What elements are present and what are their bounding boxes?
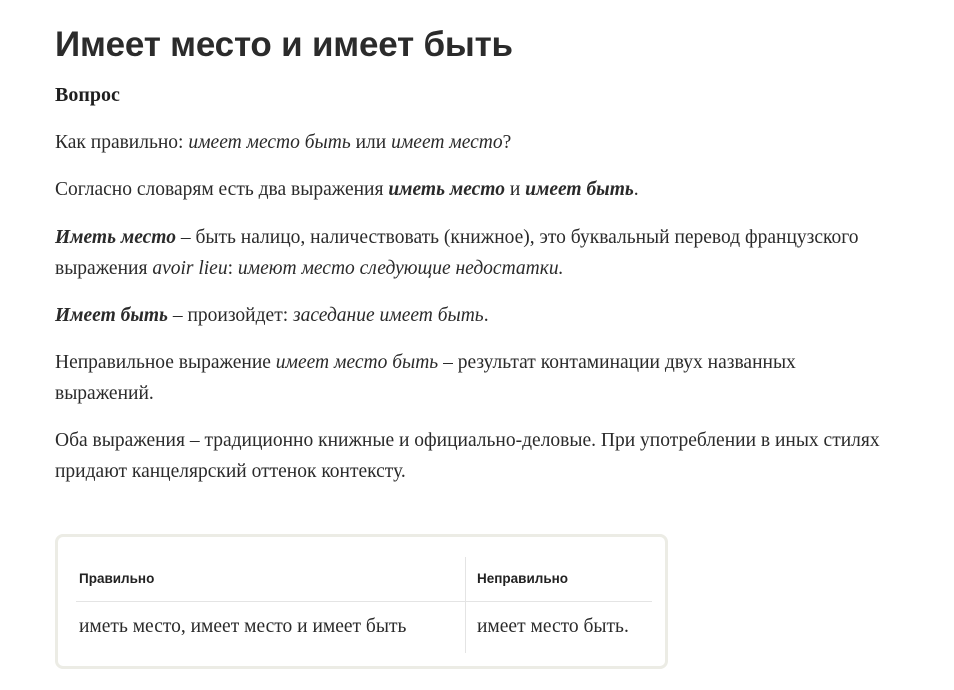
page-title: Имеет место и имеет быть [55, 25, 513, 64]
section-label: Вопрос [55, 84, 120, 106]
text: : [227, 258, 238, 279]
italic-phrase: имеют место следующие недостатки. [237, 258, 564, 279]
text: – быть налицо, наличествовать (книжное), это буквальный перевод французского выражения [55, 227, 859, 279]
text: или [350, 132, 392, 153]
paragraph-incorrect [55, 347, 895, 409]
text: Неправильное выражение [55, 352, 276, 373]
bold-phrase: иметь место [388, 179, 505, 200]
bold-phrase: Имеет быть [55, 305, 168, 326]
paragraph-dictionaries [55, 174, 895, 205]
table-header-correct: Правильно [79, 571, 155, 586]
paragraph-question [55, 127, 895, 158]
text: и [504, 179, 526, 200]
text: – произойдет: [167, 305, 294, 326]
italic-phrase: заседание имеет быть [293, 305, 484, 326]
text: Оба выражения – традиционно книжные и официально-деловые. При употреблении в иных стилях придают канцелярский оттенок контексту. [55, 430, 880, 482]
text: Согласно словарям есть два выражения [55, 179, 389, 200]
bold-phrase: имеет быть [525, 179, 634, 200]
text: . [483, 305, 489, 326]
italic-phrase: имеет место быть [188, 132, 351, 153]
table-cell-incorrect: имеет место быть. [477, 616, 629, 637]
text: – результат контаминации двух названных выражений. [55, 352, 796, 404]
italic-phrase: имеет место [391, 132, 503, 153]
table-cell-correct: иметь место, имеет место и имеет быть [79, 616, 407, 637]
italic-phrase: avoir lieu [152, 258, 228, 279]
paragraph-style-note [55, 425, 895, 487]
table-header-incorrect: Неправильно [477, 571, 569, 586]
text: ? [502, 132, 512, 153]
text: . [633, 179, 639, 200]
comparison-table [55, 534, 668, 669]
italic-phrase: имеет место быть [275, 352, 439, 373]
paragraph-imeet-byt [55, 300, 895, 331]
text: Как правильно: [55, 132, 189, 153]
paragraph-imet-mesto [55, 222, 895, 284]
bold-phrase: Иметь место [55, 227, 176, 248]
